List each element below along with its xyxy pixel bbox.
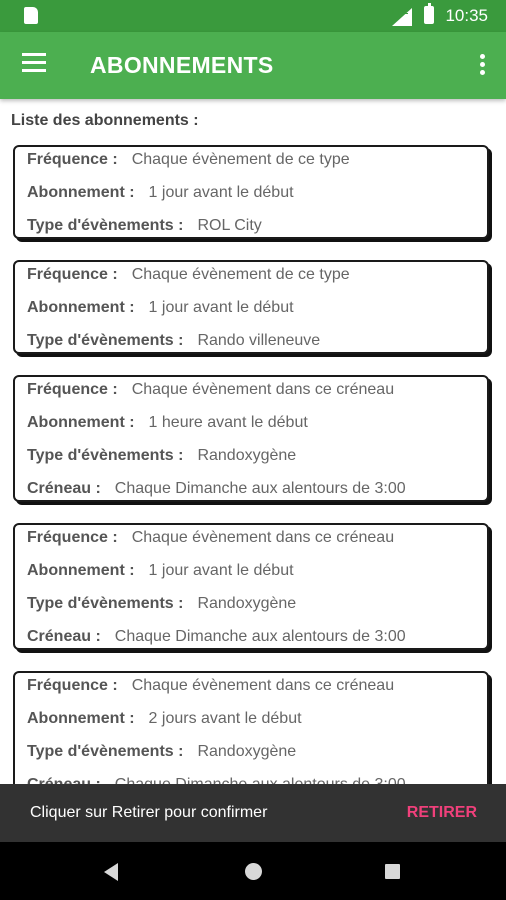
frequence-value: Chaque évènement dans ce créneau: [131, 381, 395, 398]
abonnement-value: 1 jour avant le début: [148, 299, 294, 316]
home-icon[interactable]: [245, 863, 262, 880]
back-icon[interactable]: [104, 863, 118, 881]
frequence-value: Chaque évènement de ce type: [131, 266, 350, 283]
type-value: Randoxygène: [197, 595, 297, 612]
creneau-label: Créneau :: [27, 628, 101, 645]
abonnement-value: 2 jours avant le début: [148, 710, 302, 727]
creneau-row: [27, 628, 406, 646]
retirer-button[interactable]: RETIRER: [406, 804, 477, 821]
type-row: [27, 595, 296, 613]
abonnement-row: [27, 299, 294, 317]
snackbar: [0, 784, 506, 842]
subscription-card[interactable]: [13, 260, 489, 354]
type-value: ROL City: [197, 217, 262, 234]
frequence-label: Fréquence :: [27, 529, 118, 546]
creneau-label: Créneau :: [27, 480, 101, 497]
subscription-card[interactable]: [13, 375, 489, 502]
type-label: Type d'évènements :: [27, 332, 184, 349]
frequence-row: [27, 677, 394, 695]
page-title: ABONNEMENTS: [90, 52, 274, 78]
frequence-label: Fréquence :: [27, 677, 118, 694]
creneau-row: [27, 480, 406, 498]
type-row: [27, 447, 296, 465]
system-navigation-bar: [0, 842, 506, 900]
type-row: [27, 743, 296, 761]
clock: 10:35: [445, 6, 488, 25]
sd-card-icon: [24, 7, 38, 24]
frequence-value: Chaque évènement dans ce créneau: [131, 529, 395, 546]
status-bar: [0, 0, 506, 32]
snackbar-message: Cliquer sur Retirer pour confirmer: [30, 804, 268, 821]
type-value: Rando villeneuve: [197, 332, 321, 349]
subscription-card[interactable]: [13, 523, 489, 650]
frequence-label: Fréquence :: [27, 151, 118, 168]
frequence-label: Fréquence :: [27, 266, 118, 283]
type-label: Type d'évènements :: [27, 447, 184, 464]
frequence-row: [27, 151, 350, 169]
frequence-value: Chaque évènement dans ce créneau: [131, 677, 395, 694]
creneau-value: Chaque Dimanche aux alentours de 3:00: [114, 480, 406, 497]
list-title: Liste des abonnements :: [11, 112, 199, 129]
hamburger-menu-icon[interactable]: [22, 53, 48, 73]
type-label: Type d'évènements :: [27, 217, 184, 234]
frequence-row: [27, 266, 350, 284]
abonnement-value: 1 jour avant le début: [148, 562, 294, 579]
abonnement-label: Abonnement :: [27, 184, 135, 201]
abonnement-value: 1 jour avant le début: [148, 184, 294, 201]
frequence-row: [27, 529, 394, 547]
abonnement-row: [27, 562, 294, 580]
type-value: Randoxygène: [197, 447, 297, 464]
abonnement-row: [27, 710, 302, 728]
type-value: Randoxygène: [197, 743, 297, 760]
app-bar: [0, 32, 506, 99]
recents-icon[interactable]: [385, 864, 400, 879]
type-label: Type d'évènements :: [27, 743, 184, 760]
frequence-row: [27, 381, 394, 399]
abonnement-label: Abonnement :: [27, 414, 135, 431]
abonnement-label: Abonnement :: [27, 299, 135, 316]
frequence-value: Chaque évènement de ce type: [131, 151, 350, 168]
network-type: LTE: [392, 6, 409, 16]
frequence-label: Fréquence :: [27, 381, 118, 398]
subscription-card[interactable]: [13, 671, 489, 798]
more-options-icon[interactable]: [478, 52, 486, 78]
abonnement-value: 1 heure avant le début: [148, 414, 308, 431]
abonnement-row: [27, 184, 294, 202]
type-row: [27, 332, 320, 350]
type-label: Type d'évènements :: [27, 595, 184, 612]
battery-icon: [424, 6, 434, 24]
abonnement-label: Abonnement :: [27, 710, 135, 727]
type-row: [27, 217, 262, 235]
subscription-card[interactable]: [13, 145, 489, 239]
subscriptions-content: [0, 99, 506, 784]
abonnement-label: Abonnement :: [27, 562, 135, 579]
abonnement-row: [27, 414, 308, 432]
creneau-value: Chaque Dimanche aux alentours de 3:00: [114, 628, 406, 645]
